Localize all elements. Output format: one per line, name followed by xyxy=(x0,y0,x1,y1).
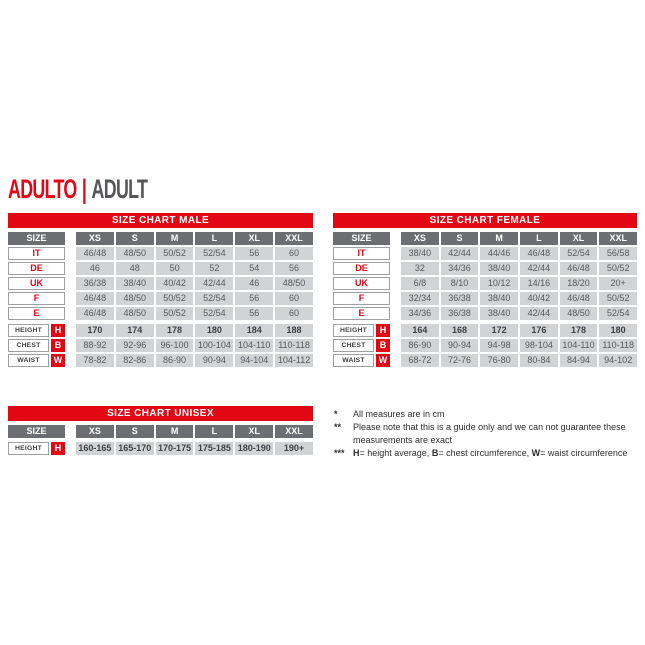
male-table-title: SIZE CHART MALE xyxy=(8,213,313,228)
measure-cell: 180 xyxy=(195,324,233,337)
column-header-row xyxy=(8,232,313,245)
measure-cell: 92-96 xyxy=(116,339,154,352)
row-label-de: DE xyxy=(333,262,390,275)
size-cell: 32/34 xyxy=(401,292,439,305)
column-header-s: S xyxy=(441,232,479,245)
column-header-xl: XL xyxy=(560,232,598,245)
size-cell: 8/10 xyxy=(441,277,479,290)
measure-label-height: HEIGHT xyxy=(8,324,49,337)
measure-label-height: HEIGHT xyxy=(8,442,49,455)
measure-cell: 110-118 xyxy=(275,339,313,352)
column-header-xxl: XXL xyxy=(599,232,637,245)
measure-cell: 94-102 xyxy=(599,354,637,367)
measure-cell: 175-185 xyxy=(195,442,233,455)
measure-cell: 100-104 xyxy=(195,339,233,352)
row-values xyxy=(401,307,637,320)
column-header-cells xyxy=(401,232,637,245)
table-row xyxy=(8,339,313,352)
measure-cell: 94-104 xyxy=(235,354,273,367)
column-header-xs: XS xyxy=(76,232,114,245)
size-cell: 52/54 xyxy=(195,307,233,320)
footnote-marker: *** xyxy=(334,448,345,458)
size-cell: 20+ xyxy=(599,277,637,290)
row-label-uk: UK xyxy=(333,277,390,290)
row-label-uk: UK xyxy=(8,277,65,290)
page-title-primary: ADULTO xyxy=(8,174,77,204)
measure-cell: 160-165 xyxy=(76,442,114,455)
measure-cell: 190+ xyxy=(275,442,313,455)
size-cell: 46/48 xyxy=(76,292,114,305)
column-header-cells xyxy=(76,425,313,438)
size-cell: 46 xyxy=(76,262,114,275)
size-cell: 56 xyxy=(275,262,313,275)
measure-cell: 84-94 xyxy=(560,354,598,367)
table-row xyxy=(333,247,637,260)
size-cell: 40/42 xyxy=(156,277,194,290)
table-row xyxy=(333,339,637,352)
column-header-xl: XL xyxy=(235,232,273,245)
row-values xyxy=(401,339,637,352)
size-cell: 46/48 xyxy=(76,307,114,320)
measure-cell: 110-118 xyxy=(599,339,637,352)
measure-letter-w: W xyxy=(51,354,65,367)
measure-label-chest: CHEST xyxy=(8,339,49,352)
table-row xyxy=(8,307,313,320)
row-values xyxy=(76,324,313,337)
measure-cell: 180-190 xyxy=(235,442,273,455)
size-cell: 48/50 xyxy=(116,307,154,320)
size-cell: 38/40 xyxy=(480,262,518,275)
measure-cell: 104-110 xyxy=(235,339,273,352)
measure-label xyxy=(333,339,390,352)
measure-label xyxy=(8,324,65,337)
table-row xyxy=(333,354,637,367)
measure-cell: 168 xyxy=(441,324,479,337)
footnote-3 xyxy=(334,447,642,460)
size-cell: 52 xyxy=(195,262,233,275)
size-cell: 36/38 xyxy=(441,292,479,305)
row-values xyxy=(401,247,637,260)
measure-cell: 165-170 xyxy=(116,442,154,455)
measure-cell: 172 xyxy=(480,324,518,337)
measure-letter-h: H xyxy=(51,324,65,337)
measure-cell: 86-90 xyxy=(401,339,439,352)
row-label-e: E xyxy=(8,307,65,320)
measure-cell: 164 xyxy=(401,324,439,337)
measure-label xyxy=(8,442,65,455)
size-cell: 6/8 xyxy=(401,277,439,290)
size-cell: 32 xyxy=(401,262,439,275)
column-header-s: S xyxy=(116,425,154,438)
column-header-m: M xyxy=(480,232,518,245)
size-cell: 50/52 xyxy=(156,247,194,260)
measure-cell: 86-90 xyxy=(156,354,194,367)
column-header-xxl: XXL xyxy=(275,425,313,438)
size-cell: 48/50 xyxy=(116,292,154,305)
measure-cell: 90-94 xyxy=(441,339,479,352)
measure-label xyxy=(8,339,65,352)
row-values xyxy=(76,307,313,320)
column-header-xxl: XXL xyxy=(275,232,313,245)
measure-cell: 178 xyxy=(156,324,194,337)
size-cell: 60 xyxy=(275,247,313,260)
column-header-cells xyxy=(76,232,313,245)
size-cell: 46 xyxy=(235,277,273,290)
row-values xyxy=(76,292,313,305)
table-row xyxy=(333,277,637,290)
size-cell: 50/52 xyxy=(156,307,194,320)
size-cell: 18/20 xyxy=(560,277,598,290)
size-cell: 50 xyxy=(156,262,194,275)
column-header-l: L xyxy=(195,425,233,438)
measure-cell: 104-112 xyxy=(275,354,313,367)
measure-cell: 174 xyxy=(116,324,154,337)
footnotes xyxy=(334,408,642,460)
size-cell: 50/52 xyxy=(156,292,194,305)
table-row xyxy=(8,324,313,337)
row-values xyxy=(76,247,313,260)
measure-cell: 82-86 xyxy=(116,354,154,367)
measure-label-height: HEIGHT xyxy=(333,324,374,337)
size-cell: 52/54 xyxy=(195,247,233,260)
measure-label-waist: WAIST xyxy=(8,354,49,367)
row-values xyxy=(76,262,313,275)
measure-cell: 80-84 xyxy=(520,354,558,367)
row-values xyxy=(76,277,313,290)
size-cell: 46/48 xyxy=(76,247,114,260)
table-row xyxy=(333,262,637,275)
column-header-s: S xyxy=(116,232,154,245)
size-cell: 46/48 xyxy=(520,247,558,260)
measure-cell: 170-175 xyxy=(156,442,194,455)
measure-label xyxy=(8,354,65,367)
measure-letter-h: H xyxy=(376,324,390,337)
size-cell: 42/44 xyxy=(520,262,558,275)
row-label-f: F xyxy=(333,292,390,305)
size-cell: 54 xyxy=(235,262,273,275)
size-cell: 52/54 xyxy=(560,247,598,260)
table-row xyxy=(8,277,313,290)
size-cell: 52/54 xyxy=(195,292,233,305)
measure-label xyxy=(333,354,390,367)
size-cell: 52/54 xyxy=(599,307,637,320)
table-row xyxy=(8,442,313,455)
size-cell: 38/40 xyxy=(116,277,154,290)
size-cell: 36/38 xyxy=(441,307,479,320)
size-cell: 42/44 xyxy=(441,247,479,260)
measure-cell: 72-76 xyxy=(441,354,479,367)
column-header-m: M xyxy=(156,232,194,245)
column-header-xl: XL xyxy=(235,425,273,438)
size-cell: 38/40 xyxy=(401,247,439,260)
size-header-cell: SIZE xyxy=(333,232,390,245)
measure-label-chest: CHEST xyxy=(333,339,374,352)
size-cell: 38/40 xyxy=(480,292,518,305)
size-chart-male-table xyxy=(8,213,313,369)
row-values xyxy=(401,262,637,275)
table-row xyxy=(333,324,637,337)
table-row xyxy=(8,292,313,305)
measure-cell: 96-100 xyxy=(156,339,194,352)
footnote-marker: ** xyxy=(334,422,342,432)
column-header-l: L xyxy=(195,232,233,245)
size-cell: 60 xyxy=(275,307,313,320)
column-header-row xyxy=(333,232,637,245)
footnote-text: Please note that this is a guide only and we can not guarantee these measurements are exact xyxy=(353,422,626,445)
size-cell: 48/50 xyxy=(116,247,154,260)
size-cell: 34/36 xyxy=(441,262,479,275)
table-row xyxy=(333,292,637,305)
measure-cell: 176 xyxy=(520,324,558,337)
row-label-e: E xyxy=(333,307,390,320)
size-chart-female-table xyxy=(333,213,637,369)
page-title xyxy=(8,174,147,205)
row-label-it: IT xyxy=(8,247,65,260)
size-cell: 44/46 xyxy=(480,247,518,260)
size-cell: 56 xyxy=(235,307,273,320)
size-chart-unisex-table xyxy=(8,406,313,457)
measure-cell: 184 xyxy=(235,324,273,337)
size-cell: 10/12 xyxy=(480,277,518,290)
column-header-xs: XS xyxy=(401,232,439,245)
measure-cell: 76-80 xyxy=(480,354,518,367)
unisex-table-title: SIZE CHART UNISEX xyxy=(8,406,313,421)
row-values xyxy=(76,442,313,455)
row-values xyxy=(76,354,313,367)
footnote-1 xyxy=(334,408,642,421)
footnote-text: All measures are in cm xyxy=(353,409,445,419)
size-cell: 48/50 xyxy=(560,307,598,320)
row-label-f: F xyxy=(8,292,65,305)
measure-label xyxy=(333,324,390,337)
size-cell: 50/52 xyxy=(599,262,637,275)
row-label-de: DE xyxy=(8,262,65,275)
size-cell: 42/44 xyxy=(195,277,233,290)
size-cell: 56 xyxy=(235,247,273,260)
size-cell: 48/50 xyxy=(275,277,313,290)
size-cell: 14/16 xyxy=(520,277,558,290)
row-values xyxy=(401,354,637,367)
column-header-l: L xyxy=(520,232,558,245)
row-values xyxy=(76,339,313,352)
size-cell: 56/58 xyxy=(599,247,637,260)
row-label-it: IT xyxy=(333,247,390,260)
measure-cell: 90-94 xyxy=(195,354,233,367)
footnote-2 xyxy=(334,421,642,447)
table-row xyxy=(333,307,637,320)
measure-cell: 188 xyxy=(275,324,313,337)
column-header-xs: XS xyxy=(76,425,114,438)
size-cell: 36/38 xyxy=(76,277,114,290)
measure-letter-b: B xyxy=(376,339,390,352)
measure-cell: 88-92 xyxy=(76,339,114,352)
size-cell: 46/48 xyxy=(560,292,598,305)
size-cell: 40/42 xyxy=(520,292,558,305)
table-row xyxy=(8,354,313,367)
size-cell: 48 xyxy=(116,262,154,275)
footnote-text: H= height average, B= chest circumference, W= waist circumference xyxy=(353,448,628,458)
size-cell: 46/48 xyxy=(560,262,598,275)
measure-cell: 180 xyxy=(599,324,637,337)
size-cell: 42/44 xyxy=(520,307,558,320)
measure-label-waist: WAIST xyxy=(333,354,374,367)
row-values xyxy=(401,324,637,337)
size-cell: 56 xyxy=(235,292,273,305)
measure-letter-w: W xyxy=(376,354,390,367)
measure-letter-b: B xyxy=(51,339,65,352)
table-row xyxy=(8,247,313,260)
row-values xyxy=(401,292,637,305)
table-row xyxy=(8,262,313,275)
page-title-secondary: ADULT xyxy=(91,174,148,204)
row-values xyxy=(401,277,637,290)
size-cell: 38/40 xyxy=(480,307,518,320)
measure-cell: 178 xyxy=(560,324,598,337)
measure-cell: 68-72 xyxy=(401,354,439,367)
column-header-row xyxy=(8,425,313,438)
column-header-m: M xyxy=(156,425,194,438)
size-cell: 34/36 xyxy=(401,307,439,320)
footnote-marker: * xyxy=(334,409,338,419)
size-cell: 50/52 xyxy=(599,292,637,305)
measure-cell: 98-104 xyxy=(520,339,558,352)
measure-cell: 104-110 xyxy=(560,339,598,352)
size-cell: 60 xyxy=(275,292,313,305)
measure-cell: 78-82 xyxy=(76,354,114,367)
measure-cell: 94-98 xyxy=(480,339,518,352)
page-title-divider: | xyxy=(81,174,87,204)
measure-cell: 170 xyxy=(76,324,114,337)
size-header-cell: SIZE xyxy=(8,232,65,245)
size-header-cell: SIZE xyxy=(8,425,65,438)
measure-letter-h: H xyxy=(51,442,65,455)
female-table-title: SIZE CHART FEMALE xyxy=(333,213,637,228)
